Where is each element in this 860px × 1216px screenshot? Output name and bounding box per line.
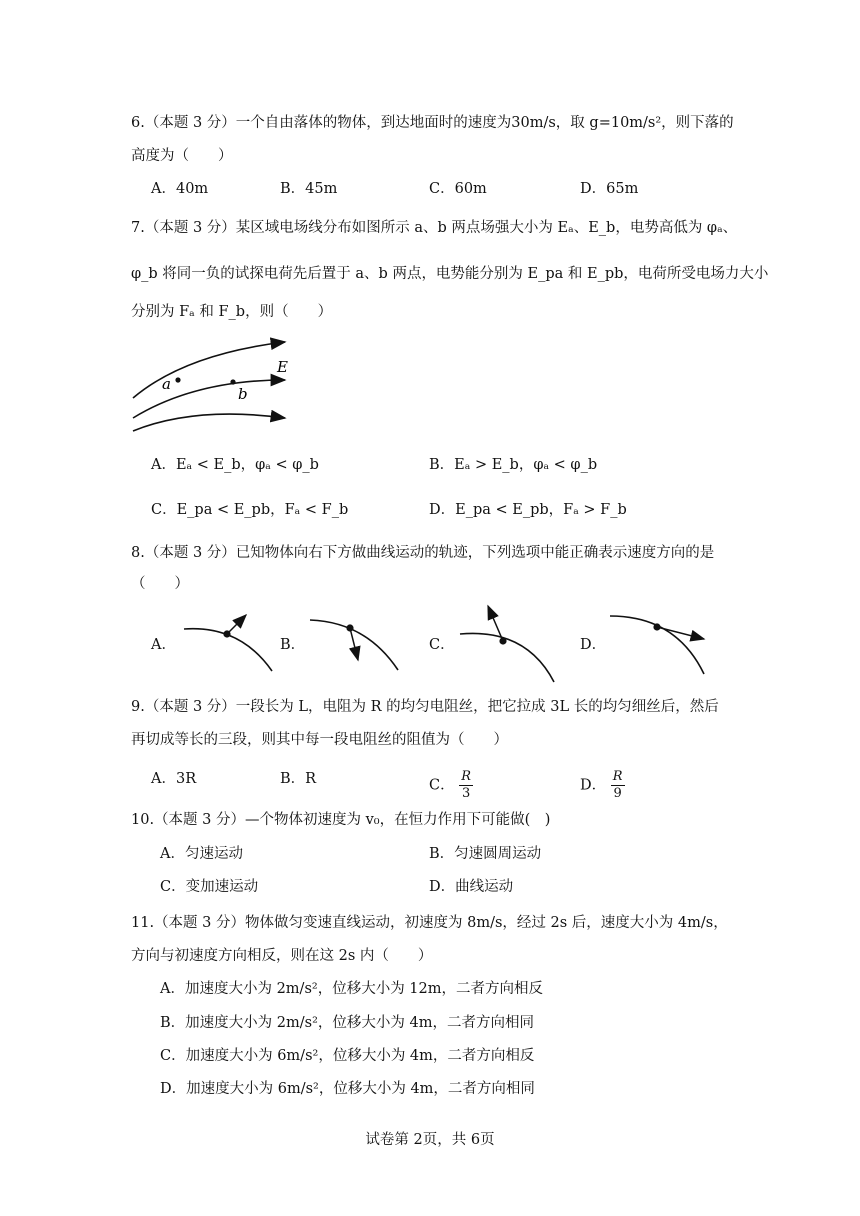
q8-option-b-figure [306,612,406,672]
label-e: E [277,358,288,376]
q6-option-c: C．60m [429,181,487,197]
q7-option-d: D．E_pa < E_pb，Fₐ > F_b [429,502,627,518]
q6-stem-line1: 6.（本题 3 分）一个自由落体的物体，到达地面时的速度为30m/s，取 g=10m/s²，则下落的 [131,115,734,131]
q10-stem-line1: 10.（本题 3 分）—个物体初速度为 v₀，在恒力作用下可能做( ) [131,812,551,828]
q8-option-a: A． [151,637,176,653]
electric-field-lines-figure [125,336,305,436]
q8-option-b: B． [280,637,306,653]
q6-option-b: B．45m [280,181,338,197]
q9-stem-line1: 9.（本题 3 分）一段长为 L，电阻为 R 的均匀电阻丝，把它拉成 3L 长的均匀细丝后，然后 [131,699,719,715]
q6-option-d: D．65m [580,181,639,197]
q8-option-c-figure [456,600,560,685]
q11-option-a: A．加速度大小为 2m/s²，位移大小为 12m，二者方向相反 [160,981,544,997]
label-b: b [238,385,248,403]
q7-option-c: C．E_pa < E_pb，Fₐ < F_b [151,502,349,518]
label-a: a [162,375,171,393]
fraction-r-over-3: $\frac{R}{3}$ [461,769,472,801]
q7-option-b: B．Eₐ > E_b，φₐ < φ_b [429,457,598,473]
q10-option-d: D．曲线运动 [429,879,514,895]
point-b [230,379,235,384]
q8-stem-line2: （ ） [131,576,189,592]
q9-option-c: C． $\frac{R}{3}$ [429,769,472,801]
field-line-top [133,342,285,398]
q7-stem-line1: 7.（本题 3 分）某区域电场线分布如图所示 a、b 两点场强大小为 Eₐ、E_b，电势高低为 φₐ、 [131,220,738,236]
q9-option-b: B．R [280,771,317,787]
q8-option-c: C． [429,637,455,653]
fraction-r-over-9: $\frac{R}{9}$ [612,769,623,801]
q9-option-a: A．3R [151,771,197,787]
q8-option-a-figure [180,605,280,675]
field-line-bottom [133,414,285,431]
q7-stem-line3: 分别为 Fₐ 和 F_b，则（ ） [131,304,333,320]
q11-option-c: C．加速度大小为 6m/s²，位移大小为 4m，二者方向相反 [160,1048,535,1064]
q8-stem-line1: 8.（本题 3 分）已知物体向右下方做曲线运动的轨迹，下列选项中能正确表示速度方向的是 [131,545,715,561]
q10-option-c: C．变加速运动 [160,879,259,895]
q10-option-a: A．匀速运动 [160,846,243,862]
point-a [175,377,180,382]
field-line-middle [133,380,285,418]
q6-stem-line2: 高度为（ ） [131,148,233,164]
page-footer: 试卷第 2页，共 6页 [365,1132,495,1148]
q8-option-d: D． [580,637,607,653]
q11-option-d: D．加速度大小为 6m/s²，位移大小为 4m，二者方向相同 [160,1081,535,1097]
q10-option-b: B．匀速圆周运动 [429,846,542,862]
q7-option-a: A．Eₐ < E_b，φₐ < φ_b [151,457,319,473]
q11-stem-line1: 11.（本题 3 分）物体做匀变速直线运动，初速度为 8m/s，经过 2s 后，速度大小为 4m/s， [131,915,728,931]
q8-option-d-figure [606,612,710,677]
q7-stem-line2: φ_b 将同一负的试探电荷先后置于 a、b 两点，电势能分别为 E_pa 和 E_pb，电荷所受电场力大小 [131,266,769,282]
q11-stem-line2: 方向与初速度方向相反，则在这 2s 内（ ） [131,948,433,964]
q9-stem-line2: 再切成等长的三段，则其中每一段电阻丝的阻值为（ ） [131,732,508,748]
q11-option-b: B．加速度大小为 2m/s²，位移大小为 4m，二者方向相同 [160,1015,534,1031]
q9-option-d: D． $\frac{R}{9}$ [580,769,623,801]
q6-option-a: A．40m [151,181,209,197]
